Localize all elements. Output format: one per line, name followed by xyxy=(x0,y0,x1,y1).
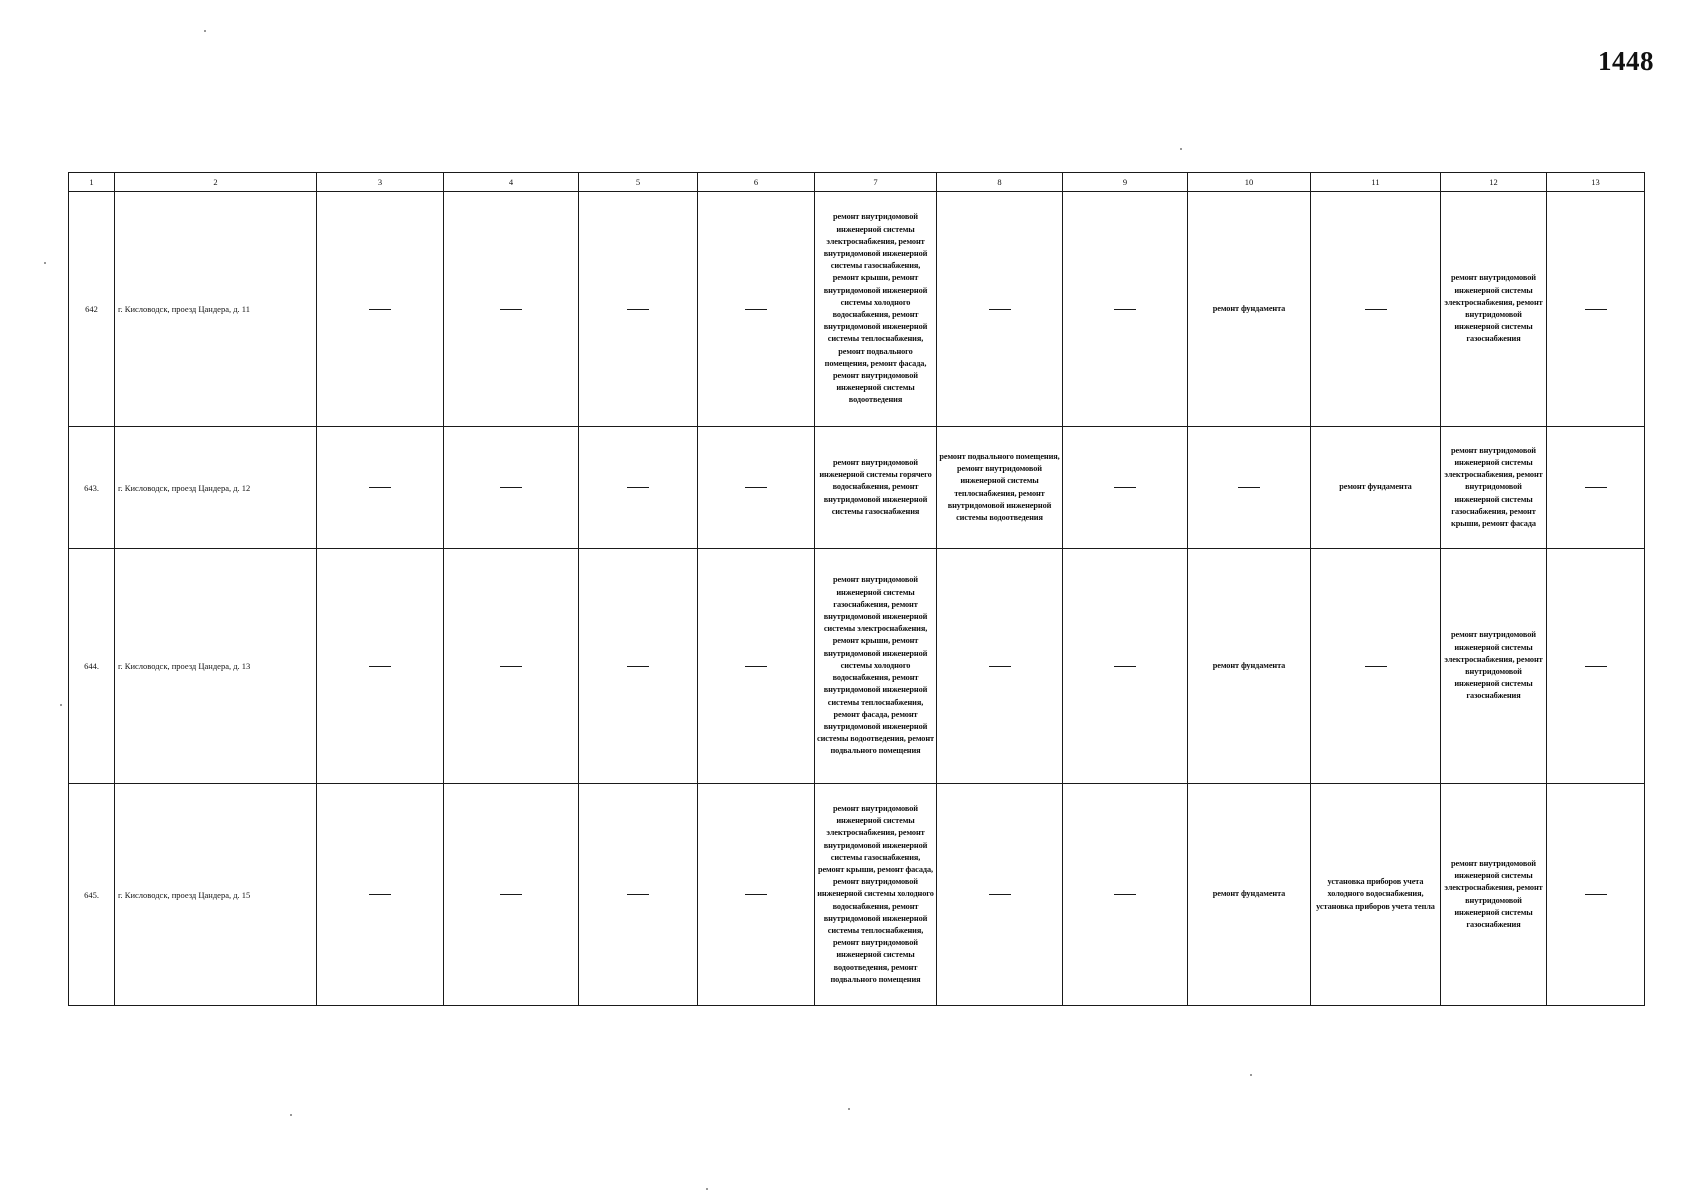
header-cell-1: 1 xyxy=(69,173,115,192)
dash-mark xyxy=(1114,487,1136,488)
dash-mark xyxy=(1585,894,1607,895)
page-number: 1448 xyxy=(1598,46,1654,76)
dash-mark xyxy=(627,666,649,667)
dash-mark xyxy=(1585,487,1607,488)
empty-cell xyxy=(444,784,579,1006)
empty-cell xyxy=(1188,427,1311,549)
header-cell-9: 9 xyxy=(1063,173,1188,192)
empty-cell xyxy=(317,784,444,1006)
empty-cell xyxy=(1063,784,1188,1006)
repair-works-col7: ремонт внутридомовой инженерной системы электроснабжения, ремонт внутридомовой инженерной системы газоснабжения, ремонт крыши, ремонт фасада, ремонт внутридомовой инженерной системы холодного водоснабжения, ремонт внутридомовой инженерной системы теплоснабжения, ремонт внутридомовой инженерной системы водоотведения, ремонт подвального помещения xyxy=(815,784,937,1006)
empty-cell xyxy=(698,427,815,549)
empty-cell xyxy=(1063,192,1188,427)
row-address: г. Кисловодск, проезд Цандера, д. 11 xyxy=(115,192,317,427)
dash-mark xyxy=(1114,666,1136,667)
header-cell-3: 3 xyxy=(317,173,444,192)
row-number: 644. xyxy=(69,549,115,784)
repair-works-col7: ремонт внутридомовой инженерной системы электроснабжения, ремонт внутридомовой инженерной системы газоснабжения, ремонт крыши, ремонт внутридомовой инженерной системы холодного водоснабжения, ремонт внутридомовой инженерной системы теплоснабжения, ремонт подвального помещения, ремонт фасада, ремонт внутридомовой инженерной системы водоотведения xyxy=(815,192,937,427)
empty-cell xyxy=(1547,549,1645,784)
dash-mark xyxy=(989,666,1011,667)
empty-cell xyxy=(579,427,698,549)
row-number: 643. xyxy=(69,427,115,549)
header-cell-5: 5 xyxy=(579,173,698,192)
empty-cell xyxy=(937,549,1063,784)
dash-mark xyxy=(369,894,391,895)
empty-cell xyxy=(698,784,815,1006)
row-address: г. Кисловодск, проезд Цандера, д. 13 xyxy=(115,549,317,784)
repair-works-col11: установка приборов учета холодного водоснабжения, установка приборов учета тепла xyxy=(1311,784,1441,1006)
repair-works-col8: ремонт подвального помещения, ремонт внутридомовой инженерной системы теплоснабжения, ремонт внутридомовой инженерной системы водоотведения xyxy=(937,427,1063,549)
dash-mark xyxy=(1238,487,1260,488)
repair-works-col11: ремонт фундамента xyxy=(1311,427,1441,549)
row-number: 645. xyxy=(69,784,115,1006)
dash-mark xyxy=(369,666,391,667)
empty-cell xyxy=(1547,784,1645,1006)
empty-cell xyxy=(1311,549,1441,784)
row-address: г. Кисловодск, проезд Цандера, д. 12 xyxy=(115,427,317,549)
dash-mark xyxy=(627,894,649,895)
header-row xyxy=(69,173,1645,192)
dash-mark xyxy=(745,487,767,488)
dash-mark xyxy=(500,487,522,488)
dash-mark xyxy=(989,309,1011,310)
dash-mark xyxy=(500,309,522,310)
empty-cell xyxy=(1311,192,1441,427)
table-row xyxy=(69,427,1645,549)
row-address: г. Кисловодск, проезд Цандера, д. 15 xyxy=(115,784,317,1006)
dash-mark xyxy=(1365,666,1387,667)
empty-cell xyxy=(1547,427,1645,549)
dash-mark xyxy=(500,666,522,667)
empty-cell xyxy=(444,192,579,427)
scan-speck xyxy=(204,30,206,32)
empty-cell xyxy=(698,549,815,784)
dash-mark xyxy=(1585,309,1607,310)
repair-works-col12: ремонт внутридомовой инженерной системы электроснабжения, ремонт внутридомовой инженерной системы газоснабжения xyxy=(1441,784,1547,1006)
dash-mark xyxy=(627,309,649,310)
scan-speck xyxy=(1250,1074,1252,1076)
repair-works-col10: ремонт фундамента xyxy=(1188,192,1311,427)
empty-cell xyxy=(937,192,1063,427)
empty-cell xyxy=(579,549,698,784)
empty-cell xyxy=(937,784,1063,1006)
repair-works-col12: ремонт внутридомовой инженерной системы электроснабжения, ремонт внутридомовой инженерной системы газоснабжения xyxy=(1441,192,1547,427)
header-cell-8: 8 xyxy=(937,173,1063,192)
header-cell-6: 6 xyxy=(698,173,815,192)
dash-mark xyxy=(627,487,649,488)
dash-mark xyxy=(745,666,767,667)
dash-mark xyxy=(989,894,1011,895)
empty-cell xyxy=(317,192,444,427)
empty-cell xyxy=(444,549,579,784)
header-cell-4: 4 xyxy=(444,173,579,192)
table-row xyxy=(69,549,1645,784)
header-cell-2: 2 xyxy=(115,173,317,192)
repair-works-col10: ремонт фундамента xyxy=(1188,784,1311,1006)
header-cell-11: 11 xyxy=(1311,173,1441,192)
scan-speck xyxy=(60,704,62,706)
scan-speck xyxy=(706,1188,708,1190)
row-number: 642 xyxy=(69,192,115,427)
dash-mark xyxy=(369,487,391,488)
header-cell-13: 13 xyxy=(1547,173,1645,192)
repair-works-col10: ремонт фундамента xyxy=(1188,549,1311,784)
repair-works-col7: ремонт внутридомовой инженерной системы горячего водоснабжения, ремонт внутридомовой инженерной системы газоснабжения xyxy=(815,427,937,549)
dash-mark xyxy=(500,894,522,895)
dash-mark xyxy=(745,894,767,895)
repair-works-col12: ремонт внутридомовой инженерной системы электроснабжения, ремонт внутридомовой инженерной системы газоснабжения xyxy=(1441,549,1547,784)
dash-mark xyxy=(745,309,767,310)
empty-cell xyxy=(317,549,444,784)
scan-speck xyxy=(44,262,46,264)
scan-speck xyxy=(1180,148,1182,150)
empty-cell xyxy=(317,427,444,549)
header-cell-10: 10 xyxy=(1188,173,1311,192)
empty-cell xyxy=(1547,192,1645,427)
empty-cell xyxy=(1063,549,1188,784)
empty-cell xyxy=(698,192,815,427)
dash-mark xyxy=(369,309,391,310)
empty-cell xyxy=(579,192,698,427)
dash-mark xyxy=(1585,666,1607,667)
table-row xyxy=(69,784,1645,1006)
scan-speck xyxy=(290,1114,292,1116)
scan-speck xyxy=(848,1108,850,1110)
repair-works-col12: ремонт внутридомовой инженерной системы электроснабжения, ремонт внутридомовой инженерной системы газоснабжения, ремонт крыши, ремонт фасада xyxy=(1441,427,1547,549)
dash-mark xyxy=(1365,309,1387,310)
repair-works-col7: ремонт внутридомовой инженерной системы газоснабжения, ремонт внутридомовой инженерной системы электроснабжения, ремонт крыши, ремонт внутридомовой инженерной системы холодного водоснабжения, ремонт внутридомовой инженерной системы теплоснабжения, ремонт фасада, ремонт внутридомовой инженерной системы водоотведения, ремонт подвального помещения xyxy=(815,549,937,784)
empty-cell xyxy=(579,784,698,1006)
dash-mark xyxy=(1114,309,1136,310)
header-cell-7: 7 xyxy=(815,173,937,192)
repair-table xyxy=(68,172,1645,1006)
table-row xyxy=(69,192,1645,427)
header-cell-12: 12 xyxy=(1441,173,1547,192)
empty-cell xyxy=(444,427,579,549)
dash-mark xyxy=(1114,894,1136,895)
empty-cell xyxy=(1063,427,1188,549)
